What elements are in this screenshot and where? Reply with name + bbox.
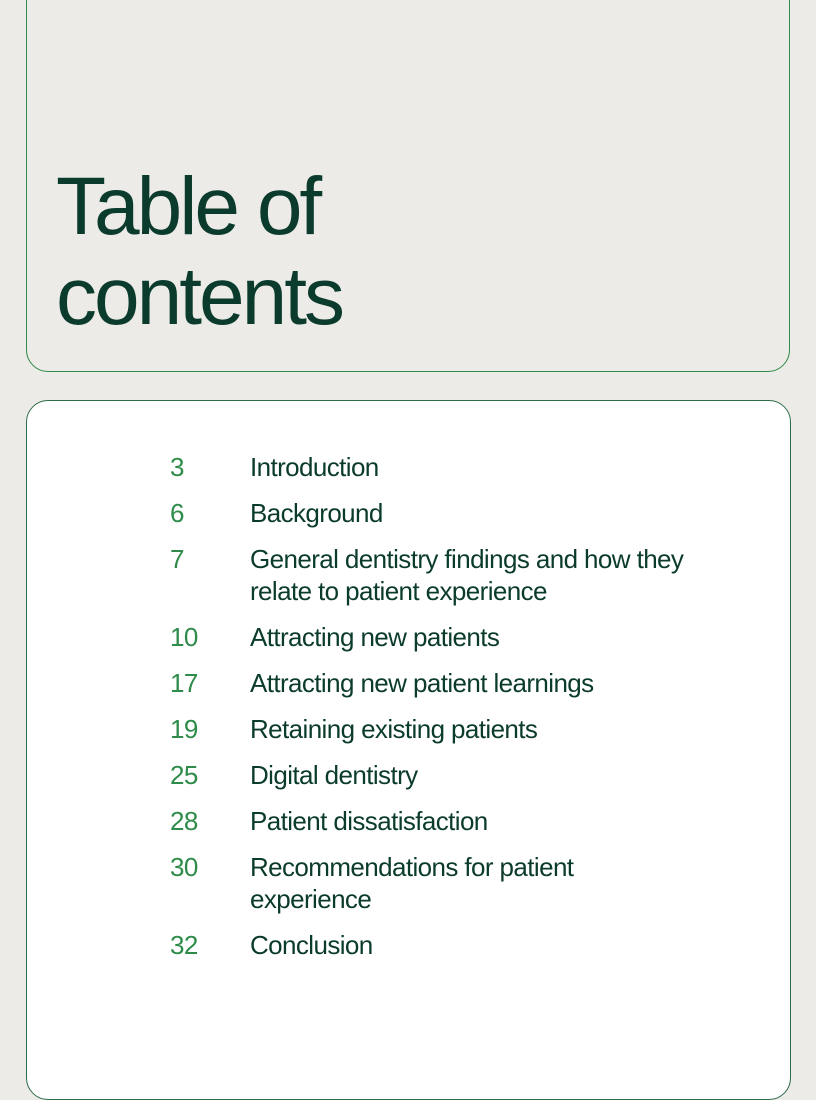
toc-item-patient-dissatisfaction[interactable] [170,805,690,837]
toc-page-number: 25 [170,760,198,790]
toc-item-attracting-new-patients[interactable] [170,621,690,653]
toc-page-number: 10 [170,622,198,652]
toc-card [26,400,791,1100]
toc-entry-title: General dentistry findings and how they relate to patient experience [250,544,684,606]
toc-item-general-dentistry-findings[interactable] [170,543,690,607]
page-title-line-2: contents [56,251,342,342]
toc-item-background[interactable] [170,497,690,529]
toc-page-number: 19 [170,714,198,744]
toc-item-recommendations[interactable] [170,851,690,915]
toc-item-introduction[interactable] [170,451,690,483]
toc-entry-title: Digital dentistry [250,760,418,790]
toc-entry-title: Attracting new patient learnings [250,668,594,698]
toc-list [170,451,690,975]
toc-entry-title: Background [250,498,383,528]
toc-entry-title: Introduction [250,452,379,482]
toc-entry-title: Patient dissatisfaction [250,806,488,836]
page-title-line-1: Table of [56,161,320,252]
toc-entry-title: Conclusion [250,930,373,960]
toc-page-number: 30 [170,852,198,882]
toc-page-number: 6 [170,498,184,528]
toc-item-digital-dentistry[interactable] [170,759,690,791]
toc-page-number: 32 [170,930,198,960]
toc-page-number: 28 [170,806,198,836]
toc-item-attracting-new-patient-learnings[interactable] [170,667,690,699]
toc-page-number: 3 [170,452,184,482]
toc-entry-title: Recommendations for patient experience [250,852,574,914]
toc-item-retaining-existing-patients[interactable] [170,713,690,745]
toc-page-number: 17 [170,668,198,698]
toc-item-conclusion[interactable] [170,929,690,961]
toc-entry-title: Retaining existing patients [250,714,538,744]
page-title [56,162,342,342]
toc-page-number: 7 [170,544,184,574]
toc-entry-title: Attracting new patients [250,622,500,652]
